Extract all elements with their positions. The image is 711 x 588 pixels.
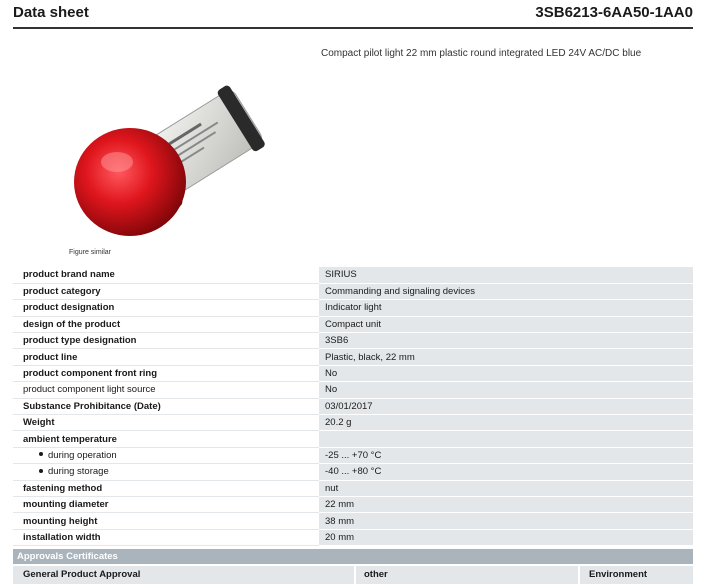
spec-row [13,333,693,349]
spec-label [13,283,319,299]
spec-label [13,365,319,381]
approval-col-other: other [356,566,578,584]
spec-label-text: product category [23,286,101,298]
spec-label-text: product designation [23,302,115,314]
spec-label-text: Weight [23,417,55,429]
spec-value: No [319,382,693,398]
spec-row [13,382,693,398]
spec-row [13,267,693,283]
spec-label [13,415,319,431]
spec-label [13,349,319,365]
bullet-icon [39,452,43,456]
spec-value: 38 mm [319,513,693,529]
spec-value: 20 mm [319,529,693,545]
product-description: Compact pilot light 22 mm plastic round integrated LED 24V AC/DC blue [321,48,642,59]
spec-value: Compact unit [319,316,693,332]
spec-value: 3SB6 [319,333,693,349]
spec-label-text: design of the product [23,318,121,330]
spec-row [13,496,693,512]
datasheet-header [13,4,693,28]
spec-label-text: ambient temperature [23,433,117,445]
bullet-icon [39,469,43,473]
header-divider [13,27,693,29]
product-image [55,82,285,242]
order-number: 3SB6213-6AA50-1AA0 [535,4,693,21]
spec-label-text: installation width [23,531,101,543]
spec-row [13,415,693,431]
spec-row [13,316,693,332]
spec-value: SIRIUS [319,267,693,283]
spec-value: -25 ... +70 °C [319,447,693,463]
spec-value: -40 ... +80 °C [319,464,693,480]
spec-label [13,447,319,463]
pilot-light-image [55,82,285,242]
spec-label [13,382,319,398]
spec-label [13,333,319,349]
spec-label [13,480,319,496]
spec-label-text: Substance Prohibitance (Date) [23,400,161,412]
spec-label [13,496,319,512]
spec-table [13,267,693,546]
spec-label-text: product type designation [23,335,137,347]
spec-label [13,529,319,545]
spec-row [13,300,693,316]
spec-label-text: fastening method [23,482,103,494]
spec-label-text: product line [23,351,78,363]
spec-row [13,529,693,545]
spec-row [13,283,693,299]
spec-value: 03/01/2017 [319,398,693,414]
spec-label-text: during storage [48,466,109,478]
spec-row [13,398,693,414]
spec-label-text: product component front ring [23,368,158,380]
spec-value: Plastic, black, 22 mm [319,349,693,365]
spec-value: Indicator light [319,300,693,316]
spec-label [13,316,319,332]
spec-label [13,431,319,447]
spec-row [13,480,693,496]
approvals-header-row [13,566,693,584]
datasheet-title: Data sheet [13,4,89,21]
spec-label-text: product brand name [23,269,115,281]
spec-value: 20.2 g [319,415,693,431]
approvals-section-header: Approvals Certificates [13,549,693,564]
spec-label [13,513,319,529]
spec-row [13,513,693,529]
spec-value [319,431,693,447]
spec-row [13,447,693,463]
spec-value: No [319,365,693,381]
spec-row [13,464,693,480]
spec-row [13,349,693,365]
spec-label [13,267,319,283]
approval-col-general: General Product Approval [13,566,354,584]
spec-row [13,365,693,381]
spec-label [13,398,319,414]
spec-label-text: mounting height [23,515,98,527]
spec-row [13,431,693,447]
spec-value: Commanding and signaling devices [319,283,693,299]
spec-label-text: product component light source [23,384,156,396]
spec-label [13,464,319,480]
spec-value: 22 mm [319,496,693,512]
spec-label-text: during operation [48,449,117,461]
approval-col-environment: Environment [580,566,693,584]
figure-caption: Figure similar [69,249,112,256]
spec-value: nut [319,480,693,496]
spec-label [13,300,319,316]
spec-label-text: mounting diameter [23,499,109,511]
